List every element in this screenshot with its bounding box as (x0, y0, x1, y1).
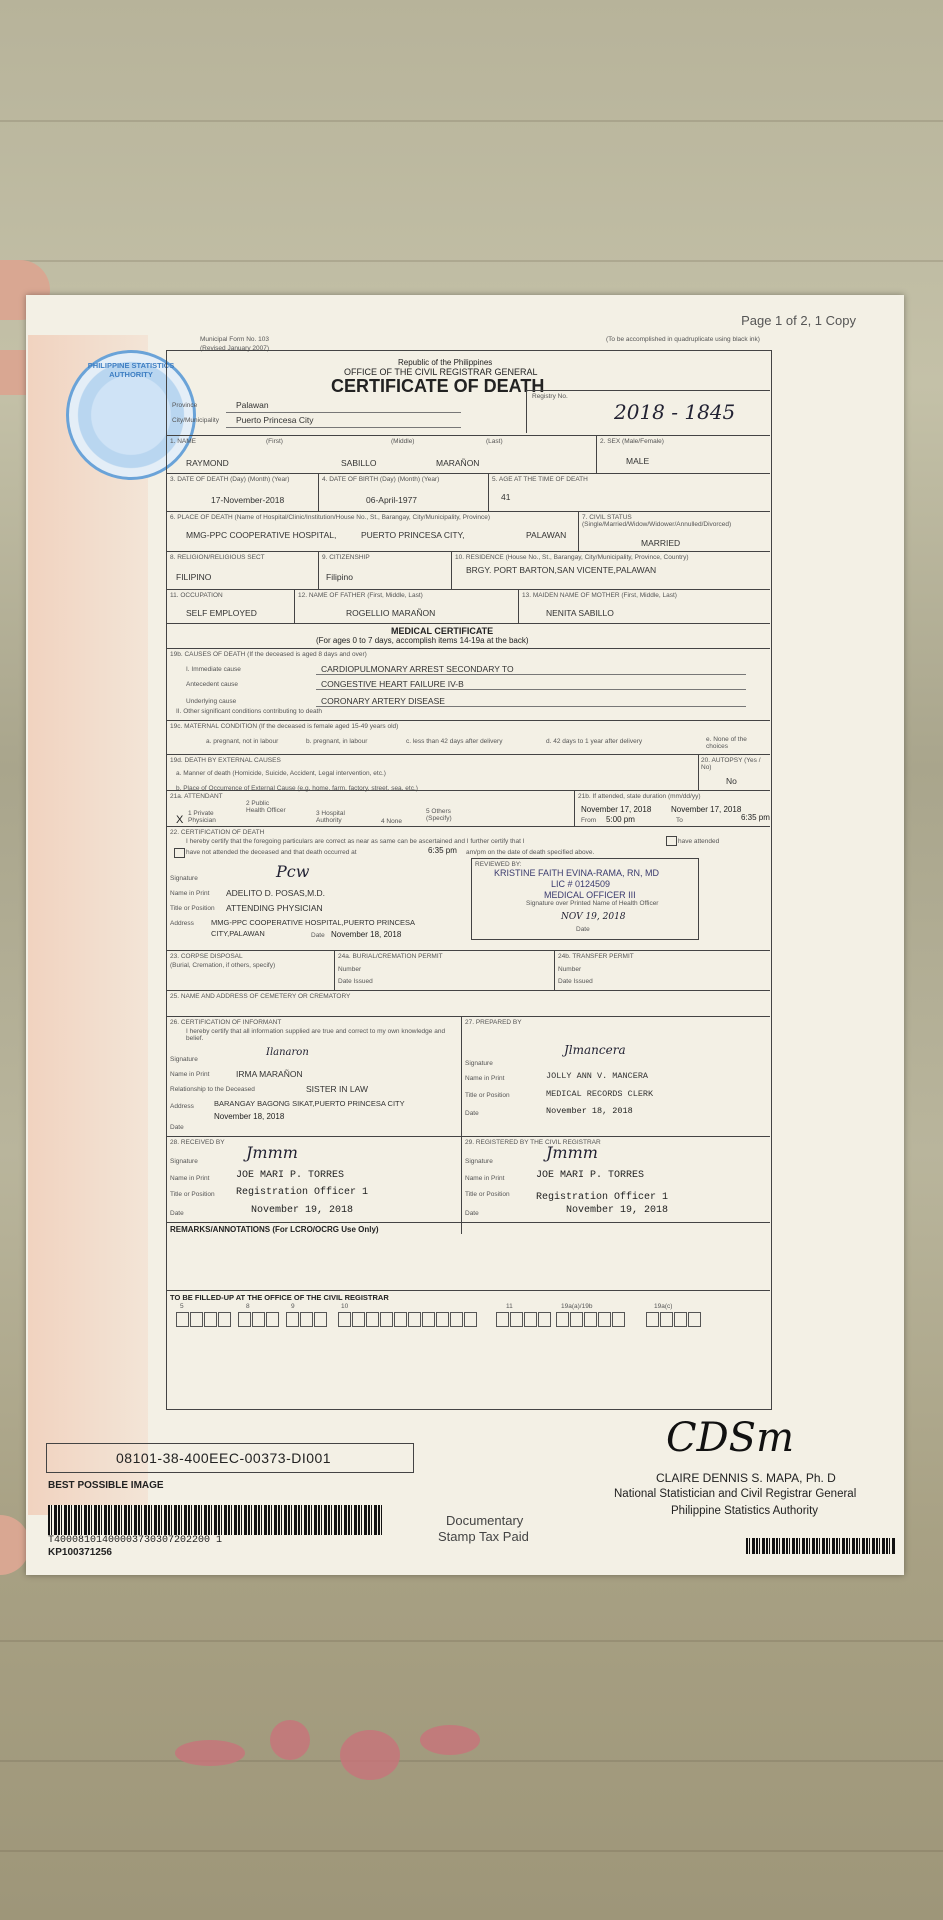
name-label: 1. NAME (170, 438, 197, 445)
form-number: Municipal Form No. 103 (200, 336, 269, 343)
age-value: 41 (501, 492, 511, 502)
prepared-name-label: Name in Print (465, 1075, 505, 1082)
received-date: November 19, 2018 (251, 1205, 354, 1216)
deceased-middle-name: SABILLO (341, 458, 377, 468)
immediate-cause: CARDIOPULMONARY ARREST SECONDARY TO (321, 664, 514, 674)
citizenship-label: 9. CITIZENSHIP (322, 554, 370, 561)
certification-text-1: I hereby certify that the foregoing particulars are correct as near as same can be ascertained and I further certify that I (186, 838, 525, 845)
physician-signature: Pcw (276, 862, 310, 881)
civil-status-label: 7. CIVIL STATUS (Single/Married/Widow/Widower/Annulled/Divorced) (582, 514, 732, 528)
underlying-label: Underlying cause (186, 698, 237, 705)
barcode-number: T40008101400003730307202200 1 (48, 1535, 223, 1546)
age-label: 5. AGE AT THE TIME OF DEATH (492, 476, 588, 483)
field-8-label: 8 (246, 1303, 250, 1310)
attended-from-time: 5:00 pm (606, 815, 635, 824)
underlying-cause: CORONARY ARTERY DISEASE (321, 696, 445, 706)
maternal-c: c. less than 42 days after delivery (406, 738, 503, 745)
statistician-name: CLAIRE DENNIS S. MAPA, Ph. D (656, 1471, 836, 1485)
sex-label: 2. SEX (Male/Female) (600, 438, 664, 445)
to-label: To (676, 817, 683, 824)
civil-status-value: MARRIED (641, 538, 681, 548)
stamp-tax-line-1: Documentary (446, 1513, 524, 1528)
field-19ab-label: 19a(a)/19b (561, 1303, 593, 1310)
father-label: 12. NAME OF FATHER (First, Middle, Last) (298, 592, 423, 599)
floral-pattern (270, 1720, 310, 1760)
other-conditions-label: II. Other significant conditions contributing to death (176, 708, 322, 715)
prepared-date-label: Date (465, 1110, 479, 1117)
quadruplicate-note: (To be accomplished in quadruplicate using black ink) (606, 336, 760, 343)
cemetery-label: 25. NAME AND ADDRESS OF CEMETERY OR CREMATORY (170, 993, 351, 1000)
place-of-death-hospital: MMG-PPC COOPERATIVE HOSPITAL, (186, 530, 337, 540)
physician-date-label: Date (311, 932, 325, 939)
physician-title: ATTENDING PHYSICIAN (226, 903, 323, 913)
field-19ab-boxes (556, 1312, 626, 1332)
antecedent-cause: CONGESTIVE HEART FAILURE IV-B (321, 679, 464, 689)
received-date-label: Date (170, 1210, 184, 1217)
immediate-label: I. Immediate cause (186, 666, 241, 673)
residence-label: 10. RESIDENCE (House No., St., Barangay, City/Municipality, Province, Country) (455, 554, 689, 561)
date-of-death: 17-November-2018 (211, 495, 285, 505)
attendant-option-3: 3 Hospital Authority (316, 810, 345, 824)
remarks-label: REMARKS/ANNOTATIONS (For LCRO/OCRG Use Only) (170, 1225, 379, 1234)
office-label: OFFICE OF THE CIVIL REGISTRAR GENERAL (344, 367, 538, 377)
republic-label: Republic of the Philippines (398, 358, 493, 367)
registered-name: JOE MARI P. TORRES (536, 1170, 645, 1181)
from-label: From (581, 817, 597, 824)
reviewer-date: NOV 19, 2018 (561, 912, 626, 922)
field-11-boxes (496, 1312, 552, 1332)
attendant-option-2: 2 Public Health Officer (246, 800, 286, 814)
informant-rel-label: Relationship to the Deceased (170, 1086, 255, 1093)
barcode-icon (48, 1505, 383, 1535)
informant-relationship: SISTER IN LAW (306, 1084, 369, 1094)
autopsy-value: No (726, 776, 737, 786)
informant-signature: Ilanaron (266, 1047, 309, 1058)
antecedent-label: Antecedent cause (186, 681, 239, 688)
floral-pattern (340, 1730, 400, 1780)
causes-label: 19b. CAUSES OF DEATH (If the deceased is aged 8 days and over) (170, 651, 367, 658)
informant-signature-label: Signature (170, 1056, 198, 1063)
occupation-label: 11. OCCUPATION (170, 592, 223, 599)
physician-title-label: Title or Position (170, 905, 215, 912)
prepared-name: JOLLY ANN V. MANCERA (546, 1071, 649, 1081)
residence-value: BRGY. PORT BARTON,SAN VICENTE,PALAWAN (466, 565, 657, 575)
date-of-birth: 06-April-1977 (366, 495, 418, 505)
field-19c-boxes (646, 1312, 702, 1332)
father-value: ROGELLIO MARAÑON (346, 608, 436, 618)
floral-pattern (175, 1740, 245, 1766)
reviewer-date-label: Date (576, 926, 590, 933)
field-8-boxes (238, 1312, 280, 1332)
place-of-death-province: PALAWAN (526, 530, 567, 540)
received-name: JOE MARI P. TORRES (236, 1170, 345, 1181)
physician-signature-label: Signature (170, 875, 198, 882)
certification-label: 22. CERTIFICATION OF DEATH (170, 829, 265, 836)
place-of-death-city: PUERTO PRINCESA CITY, (361, 530, 465, 540)
pod-label: 6. PLACE OF DEATH (Name of Hospital/Clinic/Institution/House No., St., Barangay, City/Municipality, Province) (170, 514, 491, 521)
maternal-label: 19c. MATERNAL CONDITION (If the deceased is female aged 15-49 years old) (170, 723, 399, 730)
informant-address-label: Address (170, 1103, 194, 1110)
attendant-checkmark: X (176, 814, 184, 826)
city-label: City/Municipality (172, 417, 219, 424)
maternal-b: b. pregnant, in labour (306, 738, 368, 745)
informant-label: 26. CERTIFICATION OF INFORMANT (170, 1019, 282, 1026)
deceased-last-name: MARAÑON (436, 458, 480, 468)
field-9-boxes (286, 1312, 328, 1332)
transfer-date-label: Date Issued (558, 978, 593, 985)
field-19c-label: 19a(c) (654, 1303, 673, 1310)
registered-title: Registration Officer 1 (536, 1192, 669, 1203)
attendant-option-5: 5 Others (Specify) (426, 808, 452, 822)
first-label: (First) (266, 438, 283, 445)
field-9-label: 9 (291, 1303, 295, 1310)
certification-text-2: have not attended the deceased and that death occurred at (186, 849, 357, 856)
attended-to-date: November 17, 2018 (671, 805, 742, 814)
transfer-permit-label: 24b. TRANSFER PERMIT (558, 953, 634, 960)
dob-label: 4. DATE OF BIRTH (Day) (Month) (Year) (322, 476, 440, 483)
field-10-label: 10 (341, 1303, 349, 1310)
informant-name: IRMA MARAÑON (236, 1069, 303, 1079)
received-title-label: Title or Position (170, 1191, 215, 1198)
received-signature: Jmmm (246, 1143, 298, 1162)
kp-number: KP100371256 (48, 1547, 112, 1558)
prepared-date: November 18, 2018 (546, 1106, 633, 1116)
deceased-first-name: RAYMOND (186, 458, 229, 468)
reviewed-label: REVIEWED BY: (475, 861, 522, 868)
attendant-label: 21a. ATTENDANT (170, 793, 223, 800)
field-5-boxes (176, 1312, 232, 1332)
certificate-form (166, 336, 770, 1408)
registered-title-label: Title or Position (465, 1191, 510, 1198)
province-value: Palawan (236, 400, 269, 410)
psa-seal-icon: PHILIPPINE STATISTICS AUTHORITY (66, 350, 196, 480)
mother-value: NENITA SABILLO (546, 608, 614, 618)
reviewer-title: MEDICAL OFFICER III (544, 890, 636, 900)
received-signature-label: Signature (170, 1158, 198, 1165)
sex-value: MALE (626, 456, 650, 466)
page-label: Page 1 of 2, 1 Copy (741, 313, 856, 328)
certification-text-3: am/pm on the date of death specified above. (466, 849, 595, 856)
certification-time: 6:35 pm (428, 846, 457, 855)
document-code: 08101-38-400EEC-00373-DI001 (116, 1450, 332, 1466)
prepared-signature-label: Signature (465, 1060, 493, 1067)
registered-label: 29. REGISTERED BY THE CIVIL REGISTRAR (465, 1139, 601, 1146)
statistician-signature: CDSm (666, 1415, 795, 1461)
informant-date-label: Date (170, 1124, 184, 1131)
registered-signature-label: Signature (465, 1158, 493, 1165)
informant-address: BARANGAY BAGONG SIKAT,PUERTO PRINCESA CITY (214, 1099, 405, 1108)
floral-pattern (420, 1725, 480, 1755)
statistician-title: National Statistician and Civil Registrar General (614, 1488, 857, 1500)
corpse-disposal-hint: (Burial, Cremation, if others, specify) (170, 962, 276, 969)
have-not-attended-checkbox (174, 848, 185, 858)
maternal-e: e. None of the choices (706, 736, 747, 750)
field-10-boxes (338, 1312, 478, 1332)
burial-number-label: Number (338, 966, 362, 973)
registered-name-label: Name in Print (465, 1175, 505, 1182)
external-label: 19d. DEATH BY EXTERNAL CAUSES (170, 757, 281, 764)
attendant-option-1: 1 Private Physician (188, 810, 216, 824)
physician-name-label: Name in Print (170, 890, 210, 897)
maternal-d: d. 42 days to 1 year after delivery (546, 738, 643, 745)
have-attended-label: have attended (678, 838, 720, 845)
attendant-option-4: 4 None (381, 818, 402, 825)
external-b: b. Place of Occurrence of External Cause (e.g. home, farm, factory, street, sea, etc.) (176, 785, 418, 792)
field-11-label: 11 (506, 1303, 513, 1310)
religion-value: FILIPINO (176, 572, 212, 582)
reviewer-license: LIC # 0124509 (551, 879, 611, 889)
attended-to-time: 6:35 pm (741, 813, 770, 822)
registry-number: 2018 - 1845 (614, 400, 736, 424)
prepared-title: MEDICAL RECORDS CLERK (546, 1089, 654, 1099)
medical-subtitle: (For ages 0 to 7 days, accomplish items 14-19a at the back) (316, 636, 529, 645)
corpse-disposal-label: 23. CORPSE DISPOSAL (170, 953, 243, 960)
registry-label: Registry No. (532, 393, 568, 400)
informant-name-label: Name in Print (170, 1071, 210, 1078)
medical-certificate-title: MEDICAL CERTIFICATE (391, 626, 494, 636)
small-barcode-icon (746, 1538, 896, 1554)
authority-name: Philippine Statistics Authority (671, 1505, 819, 1517)
received-title: Registration Officer 1 (236, 1187, 369, 1198)
middle-label: (Middle) (391, 438, 415, 445)
informant-text: I hereby certify that all information supplied are true and correct to my own knowledge and belief. (186, 1028, 446, 1042)
physician-name: ADELITO D. POSAS,M.D. (226, 888, 326, 898)
burial-permit-label: 24a. BURIAL/CREMATION PERMIT (338, 953, 443, 960)
registered-date: November 19, 2018 (566, 1205, 669, 1216)
city-value: Puerto Princesa City (236, 415, 314, 425)
autopsy-label: 20. AUTOPSY (Yes / No) (701, 757, 761, 771)
revised-label: (Revised January 2007) (200, 345, 270, 352)
prepared-title-label: Title or Position (465, 1092, 510, 1099)
mother-label: 13. MAIDEN NAME OF MOTHER (First, Middle, Last) (522, 592, 677, 599)
physician-address-1: MMG-PPC COOPERATIVE HOSPITAL,PUERTO PRINCESA (211, 918, 416, 927)
civil-office-label: TO BE FILLED-UP AT THE OFFICE OF THE CIVIL REGISTRAR (170, 1293, 389, 1302)
duration-label: 21b. If attended, state duration (mm/dd/yy) (578, 793, 701, 800)
province-label: Province (172, 402, 198, 409)
physician-address-2: CITY,PALAWAN (211, 929, 265, 938)
maternal-a: a. pregnant, not in labour (206, 738, 279, 745)
stamp-tax-line-2: Stamp Tax Paid (438, 1529, 529, 1544)
occupation-value: SELF EMPLOYED (186, 608, 257, 618)
burial-date-label: Date Issued (338, 978, 373, 985)
received-label: 28. RECEIVED BY (170, 1139, 225, 1146)
registered-signature: Jmmm (546, 1143, 598, 1162)
physician-address-label: Address (170, 920, 194, 927)
external-a: a. Manner of death (Homicide, Suicide, Accident, Legal intervention, etc.) (176, 770, 386, 777)
reviewer-name: KRISTINE FAITH EVINA-RAMA, RN, MD (494, 868, 660, 878)
transfer-number-label: Number (558, 966, 582, 973)
have-attended-checkbox (666, 836, 677, 846)
religion-label: 8. RELIGION/RELIGIOUS SECT (170, 554, 265, 561)
citizenship-value: Filipino (326, 572, 353, 582)
certificate-title: CERTIFICATE OF DEATH (331, 376, 545, 396)
best-image-label: BEST POSSIBLE IMAGE (48, 1480, 164, 1491)
field-5-label: 5 (180, 1303, 184, 1310)
physician-date: November 18, 2018 (331, 930, 402, 939)
last-label: (Last) (486, 438, 503, 445)
prepared-signature: Jlmancera (564, 1043, 626, 1057)
prepared-label: 27. PREPARED BY (465, 1019, 522, 1026)
attended-from-date: November 17, 2018 (581, 805, 652, 814)
death-certificate-paper (26, 295, 904, 1575)
reviewer-signature-label: Signature over Printed Name of Health Officer (526, 900, 659, 907)
received-name-label: Name in Print (170, 1175, 210, 1182)
registered-date-label: Date (465, 1210, 479, 1217)
dod-label: 3. DATE OF DEATH (Day) (Month) (Year) (170, 476, 290, 483)
informant-date: November 18, 2018 (214, 1112, 285, 1121)
